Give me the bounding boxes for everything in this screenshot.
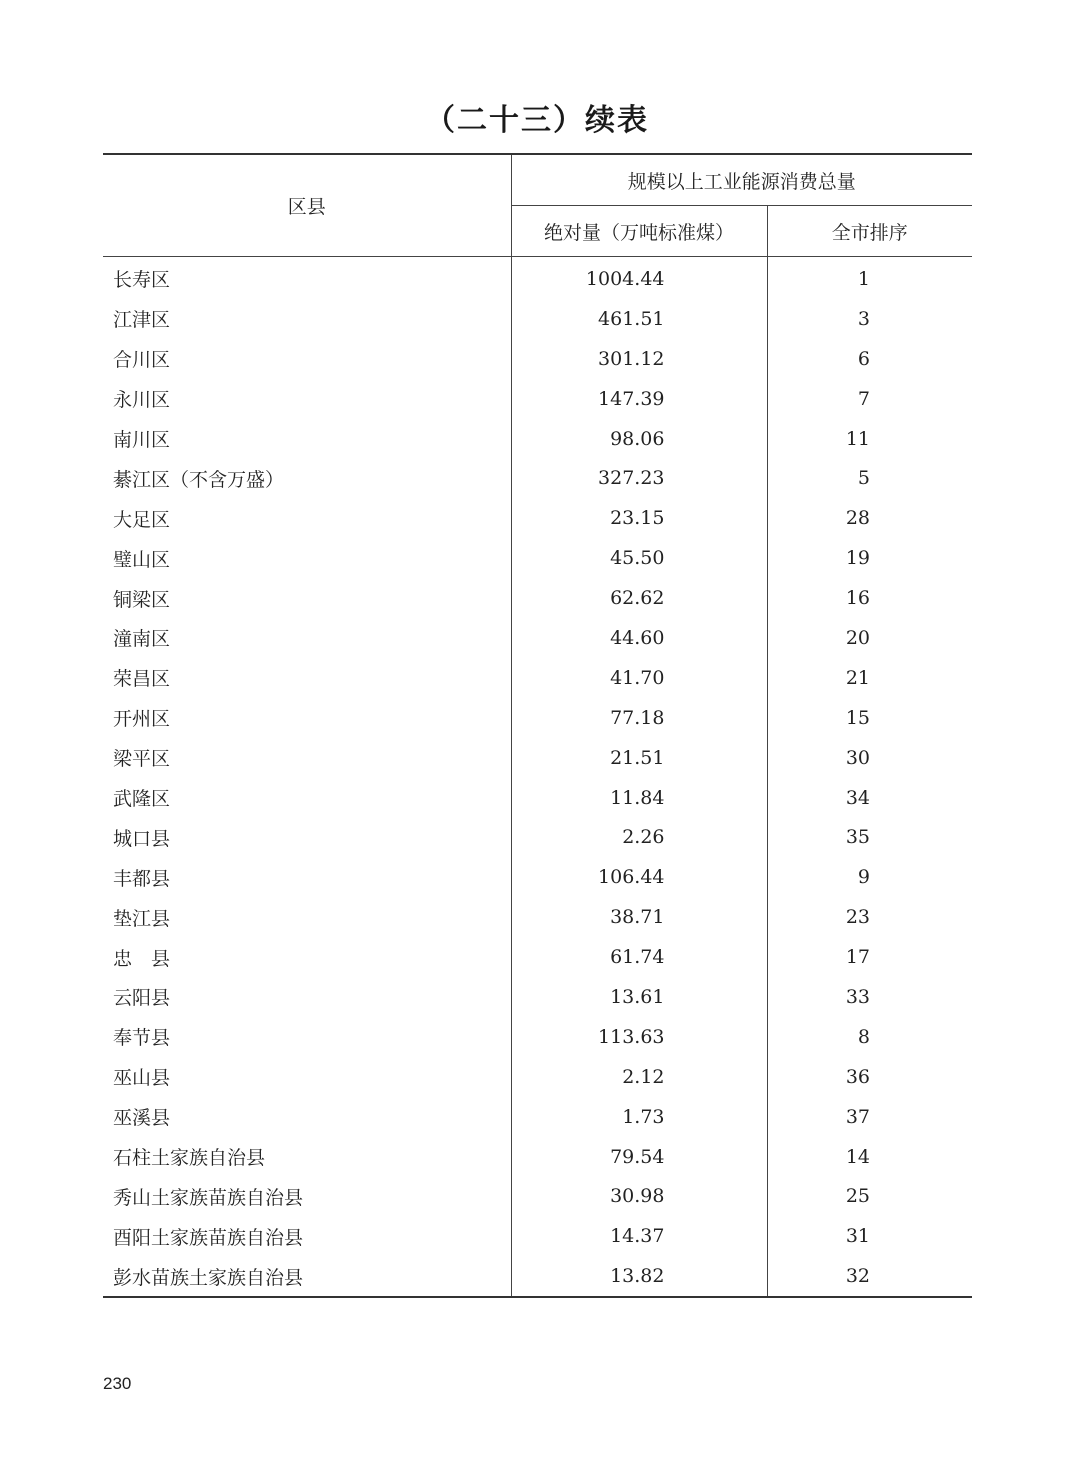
region-name-cell: 巫山县	[103, 1057, 511, 1097]
table-row	[103, 419, 972, 459]
table-row	[103, 977, 972, 1017]
absolute-amount-cell: 44.60	[511, 618, 767, 658]
region-name-cell: 永川区	[103, 379, 511, 419]
absolute-amount-cell: 45.50	[511, 538, 767, 578]
absolute-amount-cell: 1004.44	[511, 257, 767, 299]
city-rank-cell: 23	[845, 906, 871, 929]
region-column-header: 区县	[103, 154, 511, 257]
table-row	[103, 339, 972, 379]
region-name-cell: 长寿区	[103, 257, 511, 299]
table-row	[103, 698, 972, 738]
table-row	[103, 658, 972, 698]
city-rank-header: 全市排序	[767, 206, 972, 257]
city-rank-cell: 30	[845, 746, 871, 769]
region-name-cell: 垫江县	[103, 897, 511, 937]
absolute-amount-cell: 62.62	[511, 578, 767, 618]
city-rank-cell: 3	[857, 307, 871, 330]
city-rank-cell: 35	[845, 826, 871, 849]
region-name-cell: 酉阳土家族苗族自治县	[103, 1216, 511, 1256]
absolute-amount-cell: 11.84	[511, 778, 767, 818]
table-row	[103, 618, 972, 658]
city-rank-cell: 11	[845, 427, 871, 450]
absolute-amount-cell: 106.44	[511, 857, 767, 897]
table-row	[103, 897, 972, 937]
region-name-cell: 城口县	[103, 817, 511, 857]
city-rank-cell: 9	[857, 866, 871, 889]
region-name-cell: 綦江区（不含万盛）	[103, 458, 511, 498]
header-row-1	[103, 154, 972, 206]
absolute-amount-cell: 13.61	[511, 977, 767, 1017]
table-row	[103, 1097, 972, 1137]
city-rank-cell: 33	[845, 985, 871, 1008]
city-rank-cell: 28	[845, 507, 871, 530]
table-row	[103, 1057, 972, 1097]
city-rank-cell: 36	[845, 1065, 871, 1088]
region-name-cell: 秀山土家族苗族自治县	[103, 1176, 511, 1216]
city-rank-cell: 19	[845, 547, 871, 570]
absolute-amount-cell: 41.70	[511, 658, 767, 698]
region-name-cell: 荣昌区	[103, 658, 511, 698]
city-rank-cell: 14	[845, 1145, 871, 1168]
table-row	[103, 1216, 972, 1256]
city-rank-cell: 21	[845, 666, 871, 689]
table-row	[103, 498, 972, 538]
region-name-cell: 梁平区	[103, 738, 511, 778]
absolute-amount-cell: 2.12	[511, 1057, 767, 1097]
table-row	[103, 1256, 972, 1297]
region-name-cell: 江津区	[103, 299, 511, 339]
city-rank-cell: 31	[845, 1225, 871, 1248]
page-number: 230	[103, 1374, 132, 1393]
region-name-cell: 南川区	[103, 419, 511, 459]
table-row	[103, 578, 972, 618]
region-name-cell: 合川区	[103, 339, 511, 379]
table-row	[103, 817, 972, 857]
table-row	[103, 857, 972, 897]
absolute-amount-cell: 30.98	[511, 1176, 767, 1216]
region-name-cell: 丰都县	[103, 857, 511, 897]
table-row	[103, 1137, 972, 1177]
region-name-cell: 璧山区	[103, 538, 511, 578]
absolute-amount-cell: 14.37	[511, 1216, 767, 1256]
table-row	[103, 458, 972, 498]
absolute-amount-cell: 23.15	[511, 498, 767, 538]
table-row	[103, 1176, 972, 1216]
region-name-cell: 开州区	[103, 698, 511, 738]
table-row	[103, 778, 972, 818]
table-body	[103, 257, 972, 1298]
table-row	[103, 1017, 972, 1057]
city-rank-cell: 25	[845, 1185, 871, 1208]
region-name-cell: 大足区	[103, 498, 511, 538]
absolute-amount-cell: 38.71	[511, 897, 767, 937]
absolute-amount-header: 绝对量（万吨标准煤）	[511, 206, 767, 257]
table-row	[103, 257, 972, 299]
absolute-amount-cell: 461.51	[511, 299, 767, 339]
region-name-cell: 石柱土家族自治县	[103, 1137, 511, 1177]
absolute-amount-cell: 79.54	[511, 1137, 767, 1177]
page-title: （二十三）续表	[425, 103, 649, 138]
city-rank-cell: 15	[845, 706, 871, 729]
region-name-cell: 潼南区	[103, 618, 511, 658]
absolute-amount-cell: 301.12	[511, 339, 767, 379]
city-rank-cell: 5	[857, 467, 871, 490]
absolute-amount-cell: 327.23	[511, 458, 767, 498]
absolute-amount-cell: 77.18	[511, 698, 767, 738]
table-row	[103, 299, 972, 339]
table-row	[103, 379, 972, 419]
city-rank-cell: 34	[845, 786, 871, 809]
region-name-cell: 忠 县	[103, 937, 511, 977]
absolute-amount-cell: 147.39	[511, 379, 767, 419]
absolute-amount-cell: 113.63	[511, 1017, 767, 1057]
table-row	[103, 738, 972, 778]
table-row	[103, 538, 972, 578]
table-row	[103, 937, 972, 977]
region-name-cell: 云阳县	[103, 977, 511, 1017]
city-rank-cell: 1	[857, 267, 871, 290]
absolute-amount-cell: 98.06	[511, 419, 767, 459]
city-rank-cell: 8	[857, 1025, 871, 1048]
region-name-cell: 奉节县	[103, 1017, 511, 1057]
energy-group-header: 规模以上工业能源消费总量	[511, 154, 972, 206]
absolute-amount-cell: 2.26	[511, 817, 767, 857]
city-rank-cell: 7	[857, 387, 871, 410]
region-name-cell: 铜梁区	[103, 578, 511, 618]
absolute-amount-cell: 61.74	[511, 937, 767, 977]
city-rank-cell: 17	[845, 946, 871, 969]
region-name-cell: 武隆区	[103, 778, 511, 818]
region-name-cell: 彭水苗族土家族自治县	[103, 1256, 511, 1297]
city-rank-cell: 37	[845, 1105, 871, 1128]
absolute-amount-cell: 13.82	[511, 1256, 767, 1297]
absolute-amount-cell: 21.51	[511, 738, 767, 778]
region-name-cell: 巫溪县	[103, 1097, 511, 1137]
city-rank-cell: 16	[845, 587, 871, 610]
city-rank-cell: 32	[767, 1256, 972, 1297]
city-rank-cell: 20	[845, 626, 871, 649]
city-rank-cell: 6	[857, 347, 871, 370]
absolute-amount-cell: 1.73	[511, 1097, 767, 1137]
energy-consumption-table	[103, 153, 972, 1298]
